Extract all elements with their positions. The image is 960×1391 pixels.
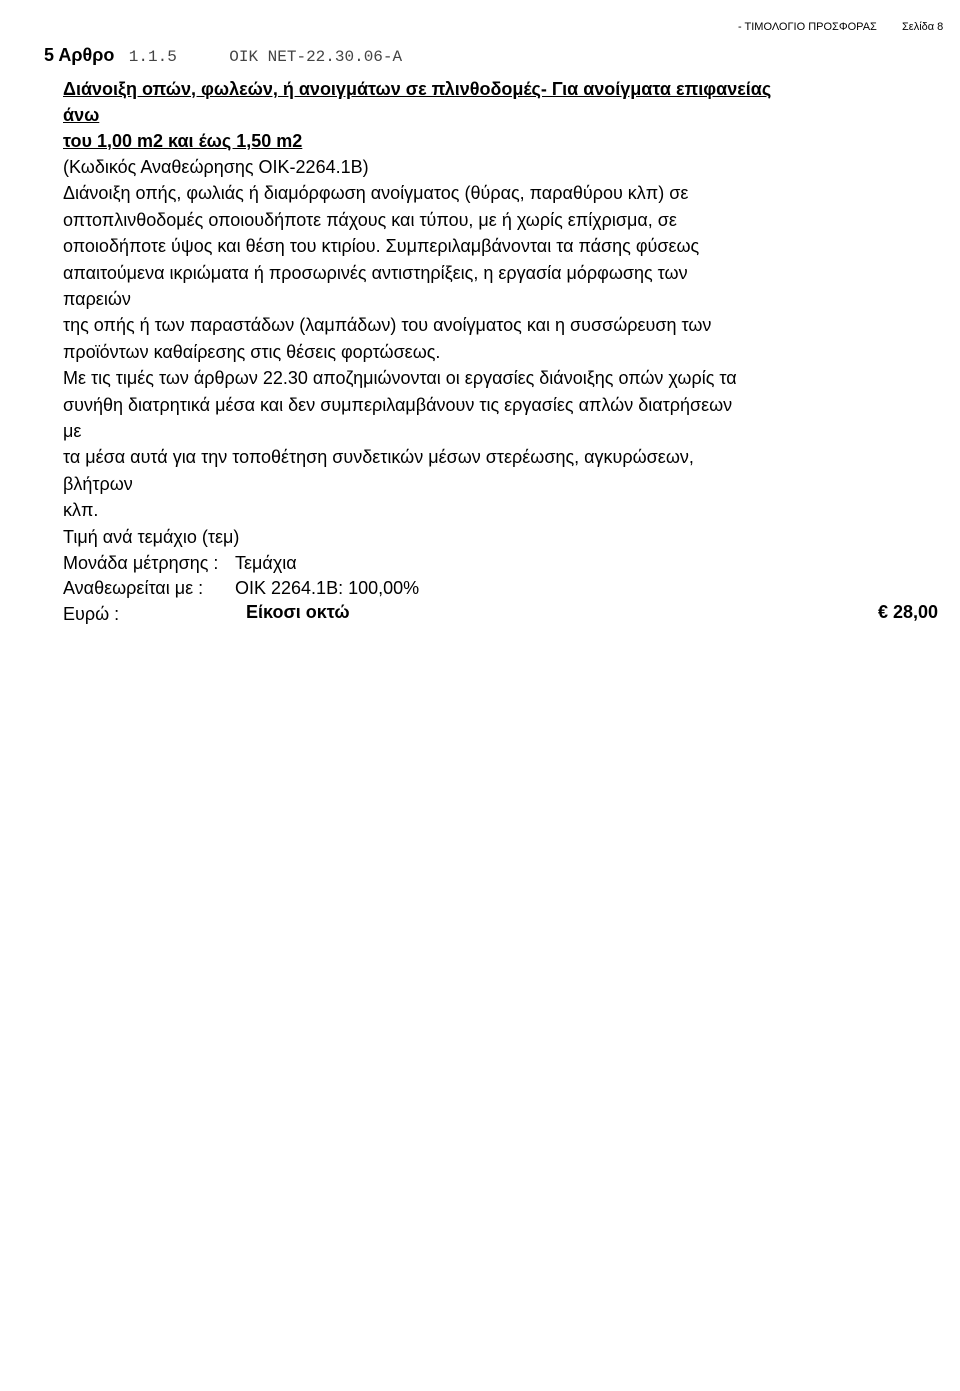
body-line: κλπ. [63, 500, 99, 521]
price-value: € 28,00 [878, 602, 939, 622]
revision-label: Αναθεωρείται με : [63, 578, 204, 598]
body-line: βλήτρων [63, 473, 133, 494]
body-line: Διάνοιξη οπής, φωλιάς ή διαμόρφωση ανοίγματος (θύρας, παραθύρου κλπ) σε [63, 183, 689, 204]
body-line: τα μέσα αυτά για την τοποθέτηση συνδετικών μέσων στερέωσης, αγκυρώσεων, [63, 447, 694, 468]
body-line: οπτοπλινθοδομές οποιουδήποτε πάχους και τύπου, με ή χωρίς επίχρισμα, σε [63, 209, 677, 230]
body-line: οποιοδήποτε ύψος και θέση του κτιρίου. Συμπεριλαμβάνονται τα πάσης φύσεως [63, 236, 700, 257]
body-line: με [63, 421, 82, 442]
price-label: Ευρώ : [63, 604, 120, 624]
article-heading [63, 76, 923, 154]
price-in-words: Είκοσι οκτώ [246, 602, 350, 622]
revision-value: ΟΙΚ 2264.1Β: 100,00% [235, 578, 420, 598]
article-row [44, 45, 402, 73]
body-line: απαιτούμενα ικριώματα ή προσωρινές αντιστηρίξεις, η εργασία μόρφωσης των [63, 262, 688, 283]
document-header-title: - ΤΙΜΟΛΟΓΙΟ ΠΡΟΣΦΟΡΑΣ [738, 21, 877, 33]
unit-row [63, 553, 297, 574]
article-code: ΟΙΚ ΝΕΤ-22.30.06-Α [229, 48, 403, 66]
unit-label: Μονάδα μέτρησης : [63, 553, 219, 573]
heading-line: Διάνοιξη οπών, φωλεών, ή ανοιγμάτων σε πλινθοδομές- Για ανοίγματα επιφανείας [63, 79, 772, 99]
heading-line: άνω [63, 105, 100, 125]
unit-value: Τεμάχια [235, 553, 297, 573]
page-number: Σελίδα 8 [902, 21, 944, 33]
body-line: (Κωδικός Αναθεώρησης ΟΙΚ-2264.1Β) [63, 157, 369, 177]
article-description [63, 154, 943, 550]
body-line: Τιμή ανά τεμάχιο (τεμ) [63, 526, 240, 547]
revision-row [63, 578, 419, 599]
article-number: 1.1.5 [128, 48, 177, 66]
body-line: συνήθη διατρητικά μέσα και δεν συμπεριλαμβάνουν τις εργασίες απλών διατρήσεων [63, 394, 733, 415]
body-line: παρειών [63, 289, 131, 310]
article-label: 5 Αρθρο [44, 45, 115, 65]
heading-line: του 1,00 m2 και έως 1,50 m2 [63, 131, 303, 151]
body-line: προϊόντων καθαίρεσης στις θέσεις φορτώσεως. [63, 341, 441, 362]
body-line: Με τις τιμές των άρθρων 22.30 αποζημιώνονται οι εργασίες διάνοιξης οπών χωρίς τα [63, 368, 737, 389]
body-line: της οπής ή των παραστάδων (λαμπάδων) του ανοίγματος και η συσσώρευση των [63, 315, 712, 336]
